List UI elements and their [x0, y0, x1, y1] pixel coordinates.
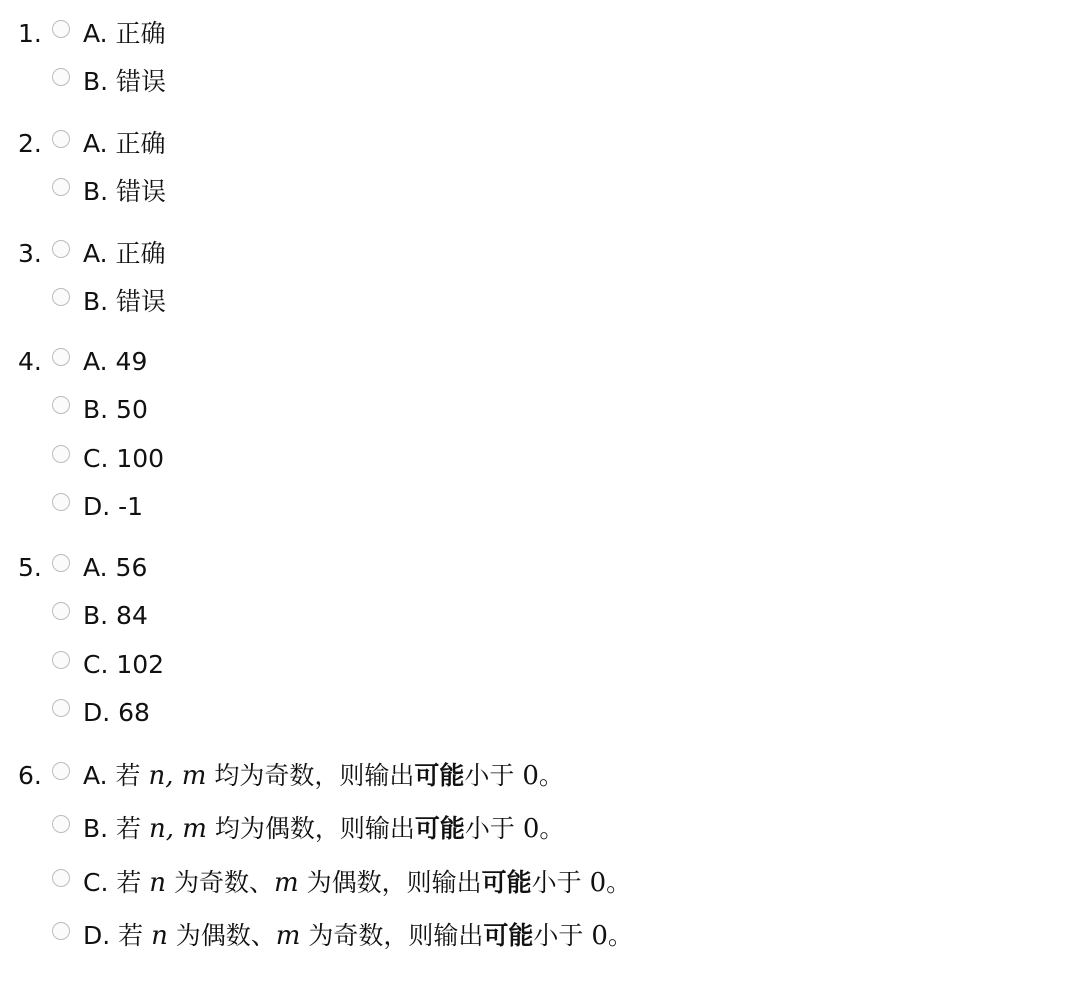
question-6-option-d[interactable] — [52, 919, 633, 953]
question-3-option-a[interactable] — [52, 237, 166, 271]
option-label — [83, 393, 148, 427]
option-text: 均为奇数，则输出 — [206, 761, 415, 790]
option-text: C. 102 — [83, 650, 165, 679]
math-variable: n — [151, 921, 168, 951]
option-text: A. 56 — [83, 553, 148, 582]
option-text: A. 正确 — [83, 19, 166, 48]
option-label — [83, 490, 143, 524]
question-3-option-b[interactable] — [52, 285, 166, 319]
question-2-option-a[interactable] — [52, 127, 166, 161]
bold-text: 可能 — [414, 814, 465, 843]
option-label — [83, 696, 150, 730]
option-text: 小于 — [464, 761, 523, 790]
radio-button[interactable] — [52, 348, 70, 366]
radio-button[interactable] — [52, 396, 70, 414]
option-text: A. 正确 — [83, 129, 166, 158]
question-4-option-b[interactable] — [52, 393, 148, 427]
math-variable: n, m — [149, 814, 207, 844]
math-number: 0 — [591, 921, 608, 951]
option-text: D. 68 — [83, 698, 150, 727]
option-text: 。 — [606, 868, 632, 897]
option-label — [83, 812, 564, 846]
question-6-option-c[interactable] — [52, 866, 631, 900]
math-number: 0 — [522, 761, 539, 791]
option-text: 为奇数、 — [166, 868, 274, 897]
option-text: C. 若 — [83, 868, 150, 897]
radio-button[interactable] — [52, 922, 70, 940]
option-text: B. 50 — [83, 395, 148, 424]
math-number: 0 — [522, 814, 540, 844]
radio-button[interactable] — [52, 240, 70, 258]
question-number: 5. — [18, 553, 42, 582]
option-text: B. 错误 — [83, 67, 167, 96]
math-number: 0 — [589, 868, 607, 898]
math-variable: m — [274, 868, 299, 898]
question-5-option-d[interactable] — [52, 696, 150, 730]
option-label — [83, 919, 633, 953]
option-text: 小于 — [464, 814, 523, 843]
radio-button[interactable] — [52, 699, 70, 717]
option-label — [83, 175, 166, 209]
question-1-option-a[interactable] — [52, 17, 166, 51]
option-label — [83, 237, 166, 271]
question-number: 3. — [18, 239, 42, 268]
question-4-option-c[interactable] — [52, 442, 164, 476]
math-variable: n — [149, 868, 167, 898]
question-5-option-b[interactable] — [52, 599, 148, 633]
question-5-option-c[interactable] — [52, 648, 164, 682]
bold-text: 可能 — [414, 761, 465, 790]
question-number: 4. — [18, 347, 42, 376]
option-text: A. 若 — [83, 761, 149, 790]
math-variable: m — [275, 921, 301, 951]
radio-button[interactable] — [52, 493, 70, 511]
option-text: 。 — [539, 814, 565, 843]
radio-button[interactable] — [52, 554, 70, 572]
radio-button[interactable] — [52, 445, 70, 463]
option-text: B. 若 — [83, 814, 149, 843]
option-text: B. 错误 — [83, 287, 167, 316]
bold-text: 可能 — [481, 868, 532, 897]
question-number: 6. — [18, 761, 42, 790]
option-text: 为偶数、 — [167, 921, 276, 950]
question-4-option-a[interactable] — [52, 345, 147, 379]
math-variable: n, m — [148, 761, 207, 791]
radio-button[interactable] — [52, 68, 70, 86]
option-text: D. 若 — [83, 921, 152, 950]
radio-button[interactable] — [52, 20, 70, 38]
radio-button[interactable] — [52, 178, 70, 196]
option-text: B. 84 — [83, 601, 148, 630]
radio-button[interactable] — [52, 762, 70, 780]
option-text: 。 — [538, 761, 564, 790]
option-text: 。 — [607, 921, 633, 950]
option-text: 为奇数，则输出 — [300, 921, 484, 950]
option-label — [83, 17, 166, 51]
option-label — [83, 442, 164, 476]
option-label — [83, 599, 148, 633]
radio-button[interactable] — [52, 651, 70, 669]
question-5-option-a[interactable] — [52, 551, 147, 585]
radio-button[interactable] — [52, 602, 70, 620]
option-label — [83, 759, 564, 793]
option-label — [83, 648, 164, 682]
option-label — [83, 345, 147, 379]
question-1-option-b[interactable] — [52, 65, 166, 99]
question-4-option-d[interactable] — [52, 490, 143, 524]
option-text: 均为偶数，则输出 — [206, 814, 415, 843]
option-text: C. 100 — [83, 444, 165, 473]
option-text: A. 49 — [83, 347, 148, 376]
option-text: 为偶数，则输出 — [298, 868, 482, 897]
option-text: D. -1 — [83, 492, 144, 521]
option-text: 小于 — [533, 921, 592, 950]
option-label — [83, 866, 631, 900]
radio-button[interactable] — [52, 869, 70, 887]
option-label — [83, 65, 166, 99]
question-6-option-a[interactable] — [52, 759, 564, 793]
option-label — [83, 285, 166, 319]
option-text: A. 正确 — [83, 239, 166, 268]
option-text: B. 错误 — [83, 177, 167, 206]
bold-text: 可能 — [483, 921, 534, 950]
radio-button[interactable] — [52, 130, 70, 148]
question-number: 2. — [18, 129, 42, 158]
question-6-option-b[interactable] — [52, 812, 564, 846]
question-number: 1. — [18, 19, 42, 48]
option-text: 小于 — [531, 868, 590, 897]
option-label — [83, 127, 166, 161]
radio-button[interactable] — [52, 288, 70, 306]
option-label — [83, 551, 147, 585]
radio-button[interactable] — [52, 815, 70, 833]
question-2-option-b[interactable] — [52, 175, 166, 209]
